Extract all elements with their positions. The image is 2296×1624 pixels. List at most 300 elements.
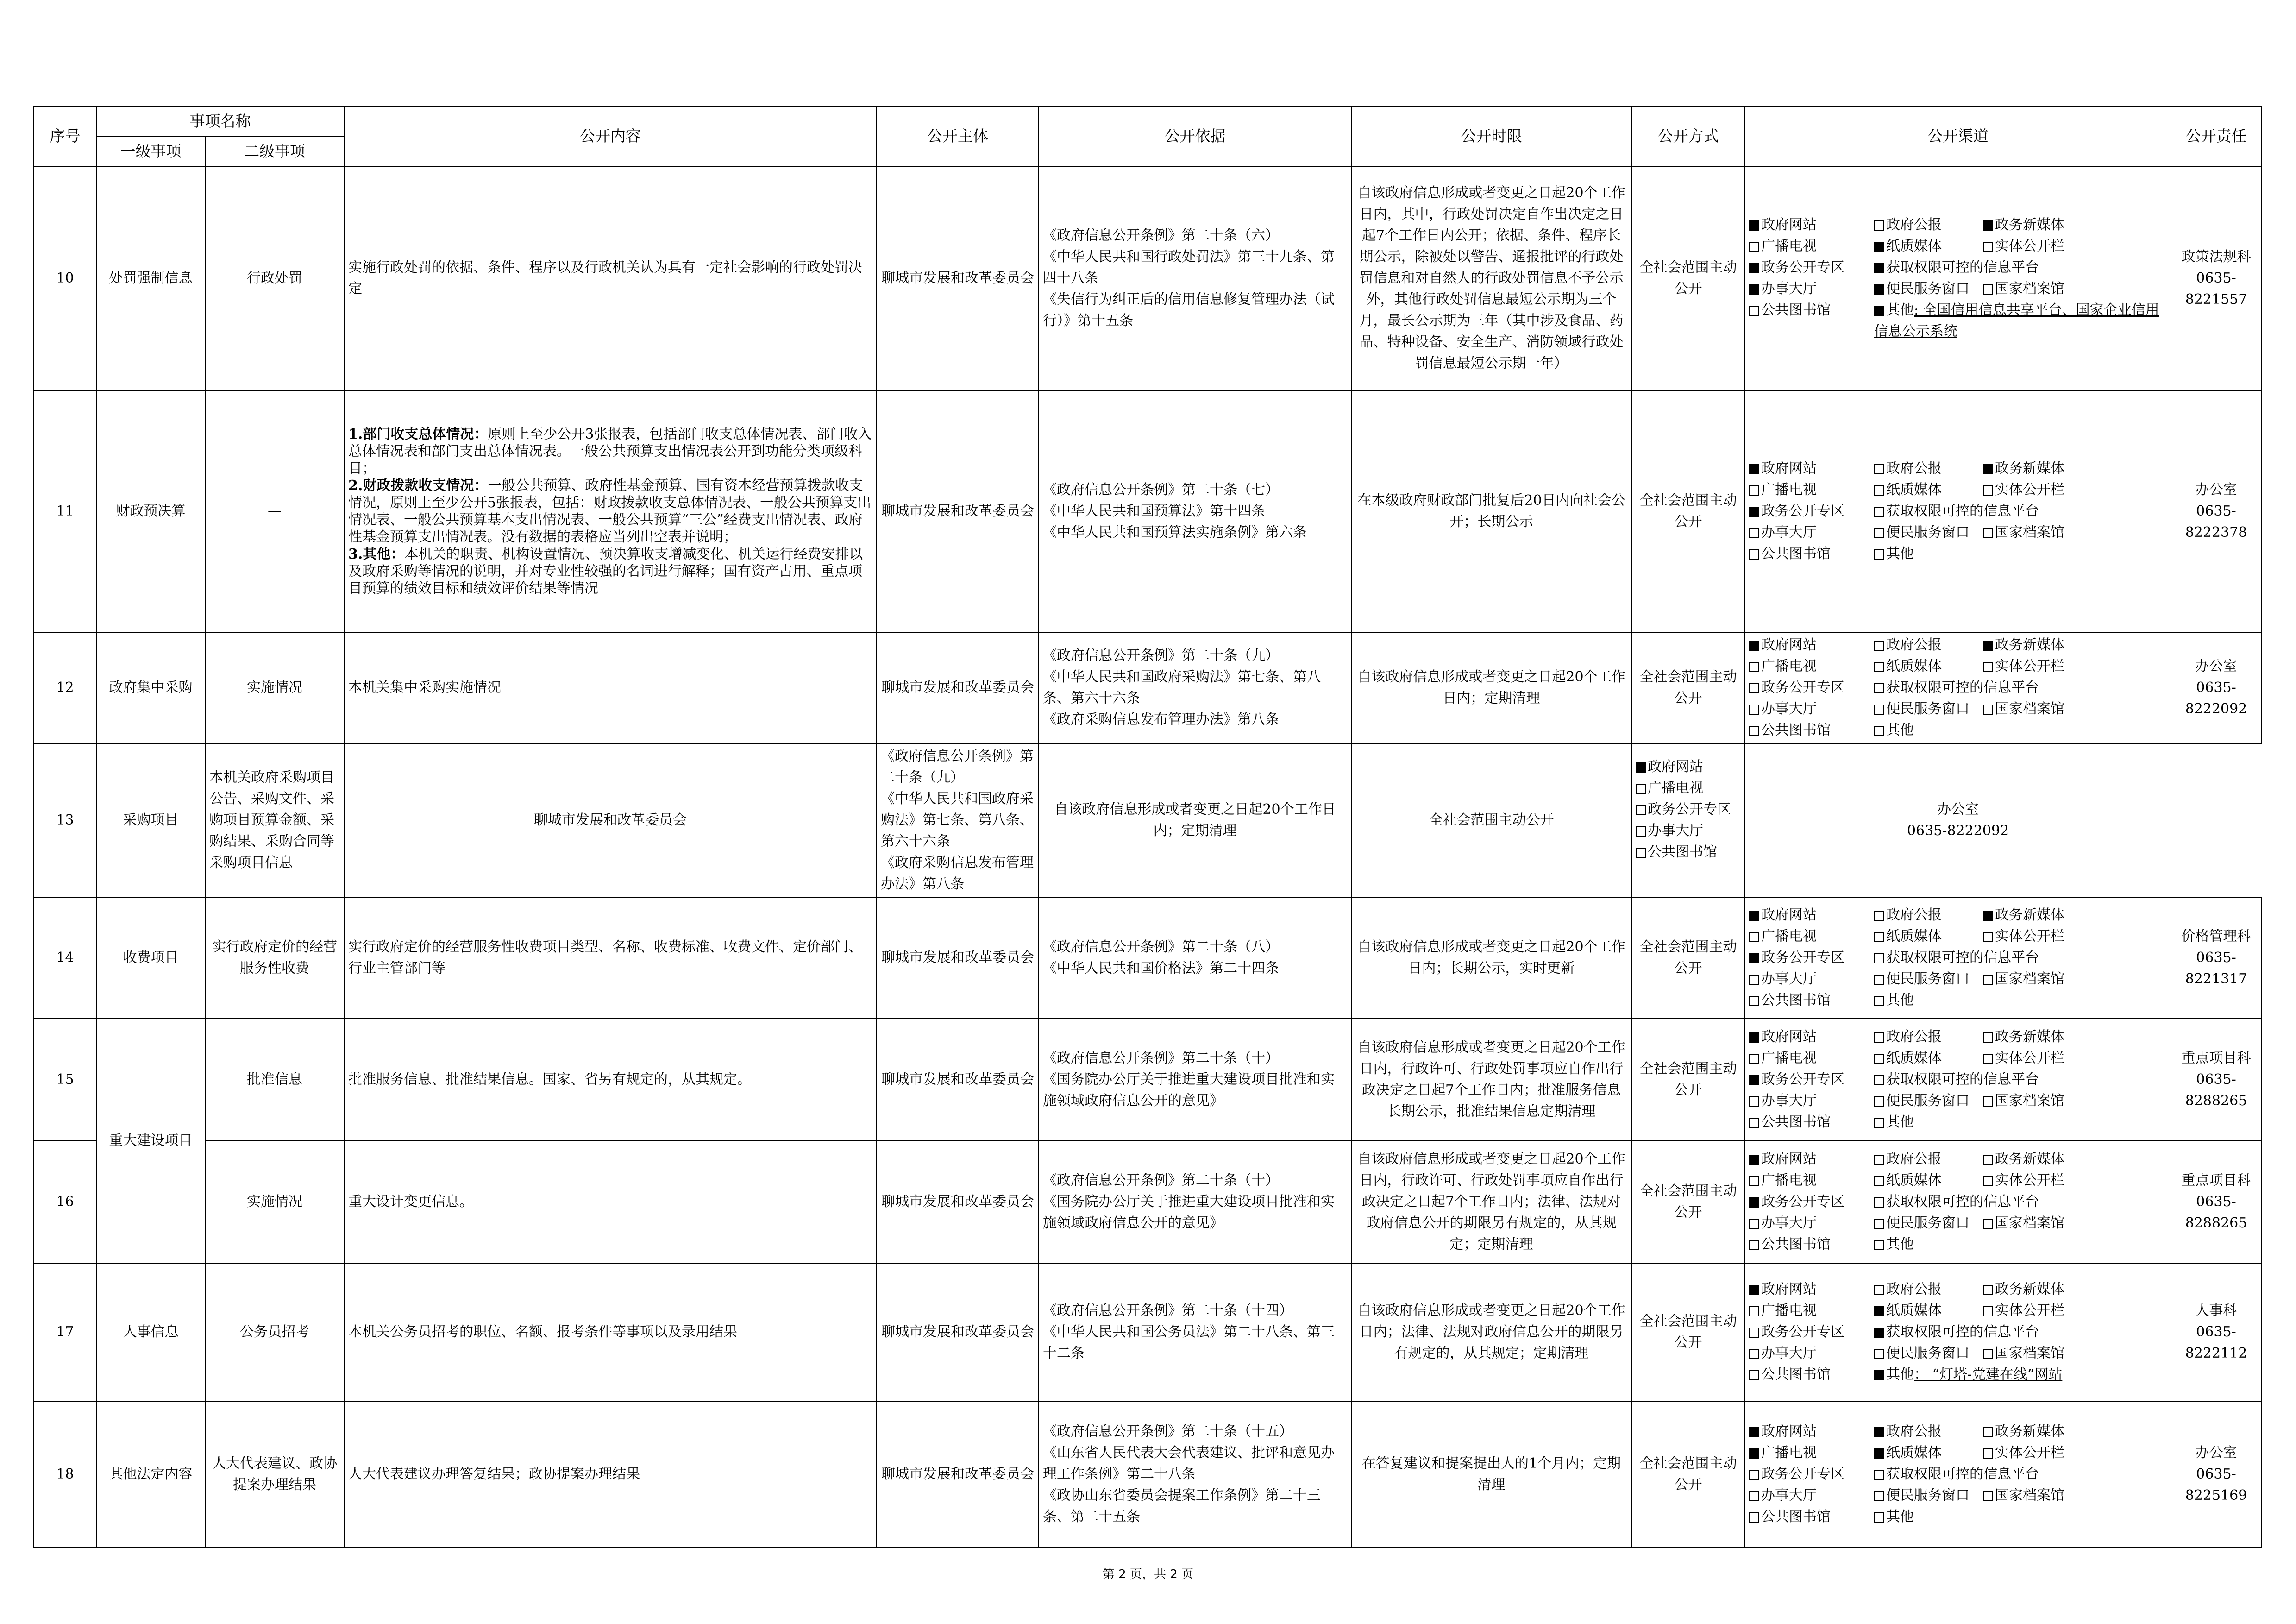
channel-grid [1749,905,2167,1011]
channel-archive [1983,1485,2168,1506]
channel-label: 便民服务窗口 [1886,701,1970,717]
channel-grid [1749,1421,2167,1528]
channel-gazette [1874,1026,1983,1048]
disclosure-time-limit: 自该政府信息形成或者变更之日起20个工作日内，行政许可、行政处罚事项应自作出行政决定之日起7个工作日内；批准服务信息长期公示，批准结果信息定期清理 [1351,1019,1631,1141]
channel-tv [1749,926,1874,947]
unchecked-box-icon [1874,1054,1884,1064]
channel-paper [1874,1048,1983,1069]
channel-label: 政府网站 [1761,637,1817,653]
row-number: 16 [34,1141,96,1263]
channel-label: 政务公开专区 [1761,259,1844,276]
unchecked-box-icon [1874,662,1884,672]
channel-paper [1874,1300,1983,1322]
unchecked-box-icon [1749,549,1759,560]
unchecked-box-icon [1874,528,1884,538]
channel-label: 其他 [1886,1236,1914,1253]
disclosure-time-limit: 自该政府信息形成或者变更之日起20个工作日内，行政许可、行政处罚事项应自作出行政决定之日起7个工作日内；法律、法规对政府信息公开的期限另有规定的，从其规定；定期清理 [1351,1141,1631,1263]
channel-restricted [1874,1464,2168,1485]
channel-restricted [1874,1069,2168,1090]
header-duty: 公开责任 [2171,106,2261,166]
channel-label: 办事大厅 [1761,1093,1817,1109]
table-row [34,1263,2261,1401]
checked-box-icon [1749,263,1759,273]
disclosure-basis: 《政府信息公开条例》第二十条（十） 《国务院办公厅关于推进重大建设项目批准和实施领域政府信息公开的意见》 [1039,1141,1351,1263]
channel-label: 获取权限可控的信息平台 [1886,1194,2039,1210]
unchecked-box-icon [1749,996,1759,1006]
unchecked-box-icon [1749,1176,1759,1186]
channel-label: 广播电视 [1761,1050,1817,1066]
content-text: 一般公共预算、政府性基金预算、国有资本经营预算拨款收支情况，原则上至少公开5张报表，包括：财政拨款收支总体情况表、一般公共预算支出情况表、一般公共预算基本支出情况表、一般公共预算“三公”经费支出情况表、政府性基金预算支出情况表。没有数据的表格应当列出空表并说明； [348,478,872,545]
channel-label: 政务公开专区 [1761,1071,1844,1088]
header-time-limit: 公开时限 [1351,106,1631,166]
channel-label: 便民服务窗口 [1886,1345,1970,1361]
responsible-unit: 办公室 0635-8222092 [2171,632,2261,743]
channel-paper [1874,479,1983,501]
checked-box-icon [1636,762,1646,773]
channel-label: 其他 [1886,1114,1914,1130]
channel-other [1874,1506,2168,1528]
channel-label: 纸质媒体 [1886,482,1942,498]
channel-restricted [1874,677,2168,699]
disclosure-channels [1745,1263,2171,1401]
channel-gazette [1874,1149,1983,1170]
disclosure-table [33,106,2262,1548]
channel-label: 获取权限可控的信息平台 [1886,1324,2039,1340]
channel-label: 获取权限可控的信息平台 [1886,503,2039,519]
channel-label: 公共图书馆 [1761,302,1831,318]
channel-window [1874,969,1983,990]
channel-grid [1749,1026,2167,1133]
disclosure-subject: 聊城市发展和改革委员会 [877,632,1039,743]
channel-newmedia [1983,1026,2168,1048]
channel-newmedia [1983,1421,2168,1442]
level2-item: 公务员招考 [205,1263,344,1401]
channel-label: 便民服务窗口 [1886,524,1970,541]
channel-label: 广播电视 [1761,1303,1817,1319]
channel-label: 政府网站 [1761,1281,1817,1297]
channel-label: 公共图书馆 [1761,546,1831,562]
disclosure-subject: 聊城市发展和改革委员会 [877,1019,1039,1141]
level2-item: 人大代表建议、政协提案办理结果 [205,1401,344,1548]
checked-box-icon [1874,1448,1884,1459]
level1-item: 其他法定内容 [96,1401,205,1548]
channel-board [1983,1048,2168,1069]
channel-label: 政府公报 [1886,1151,1942,1167]
channel-other [1874,1364,2168,1385]
level1-item: 政府集中采购 [96,632,205,743]
channel-archive [1983,1343,2168,1364]
channel-grid [1749,214,2167,342]
channel-web [1749,1421,1874,1442]
disclosure-subject: 聊城市发展和改革委员会 [877,166,1039,390]
channel-zone [1749,677,1874,699]
header-channel: 公开渠道 [1745,106,2171,166]
content-heading: 2.财政拨款收支情况： [348,478,488,494]
checked-box-icon [1874,1306,1884,1316]
table-row [34,897,2261,1019]
checked-box-icon [1749,1075,1759,1085]
channel-label: 办事大厅 [1761,1215,1817,1231]
channel-tv [1749,1442,1874,1464]
channel-web [1749,214,1874,236]
checked-box-icon [1874,1328,1884,1338]
channel-label: 政府公报 [1886,460,1942,477]
disclosure-channels [1745,1141,2171,1263]
disclosure-content: 本机关政府采购项目公告、采购文件、采购项目预算金额、采购结果、采购合同等采购项目信息 [205,743,344,897]
unchecked-box-icon [1749,726,1759,736]
unchecked-box-icon [1983,242,1993,252]
disclosure-channels [1745,897,2171,1019]
disclosure-method: 全社会范围主动公开 [1631,390,1745,632]
channel-board [1983,236,2168,257]
channel-archive [1983,522,2168,543]
channel-label: 办事大厅 [1761,1487,1817,1504]
checked-box-icon [1874,1370,1884,1380]
channel-zone [1749,1464,1874,1485]
channel-label: 获取权限可控的信息平台 [1886,1466,2039,1482]
unchecked-box-icon [1983,284,1993,295]
channel-label: 纸质媒体 [1886,1172,1942,1189]
unchecked-box-icon [1983,1032,1993,1043]
channel-label: 纸质媒体 [1886,1445,1942,1461]
checked-box-icon [1749,1032,1759,1043]
channel-label: 广播电视 [1761,1172,1817,1189]
channel-other [1874,720,2168,741]
unchecked-box-icon [1874,1240,1884,1250]
disclosure-content: 实行政府定价的经营服务性收费项目类型、名称、收费标准、收费文件、定价部门、行业主管部门等 [344,897,877,1019]
channel-grid [1749,635,2167,741]
channel-label: 政务公开专区 [1761,680,1844,696]
responsible-unit: 价格管理科 0635-8221317 [2171,897,2261,1019]
channel-hall [1636,820,1745,842]
channel-tv [1749,1170,1874,1191]
channel-board [1983,1442,2168,1464]
channel-label: 政府公报 [1886,1281,1942,1297]
channel-gazette [1874,635,1983,656]
channel-label: 政务公开专区 [1761,950,1844,966]
channel-archive [1983,1090,2168,1112]
row-number: 11 [34,390,96,632]
unchecked-box-icon [1874,464,1884,474]
unchecked-box-icon [1874,1491,1884,1501]
channel-library [1749,720,1874,741]
header-method: 公开方式 [1631,106,1745,166]
channel-tv [1749,236,1874,257]
disclosure-content: 重大设计变更信息。 [344,1141,877,1263]
channel-zone [1749,947,1874,969]
disclosure-channels [1745,1401,2171,1548]
responsible-unit: 重点项目科 0635-8288265 [2171,1141,2261,1263]
unchecked-box-icon [1749,932,1759,942]
row-number: 13 [34,743,96,897]
channel-window [1874,1343,1983,1364]
channel-hall [1749,969,1874,990]
channel-label: 其他 [1886,1509,1914,1525]
channel-zone [1749,257,1874,278]
channel-label: 办事大厅 [1761,524,1817,541]
unchecked-box-icon [1874,1470,1884,1480]
channel-label: 广播电视 [1761,658,1817,674]
disclosure-basis: 《政府信息公开条例》第二十条（六） 《中华人民共和国行政处罚法》第三十九条、第四十八条 《失信行为纠正后的信用信息修复管理办法（试行）》第十五条 [1039,166,1351,390]
checked-box-icon [1983,911,1993,921]
header-level1: 一级事项 [96,137,205,166]
channel-archive [1983,969,2168,990]
header-basis: 公开依据 [1039,106,1351,166]
unchecked-box-icon [1749,1491,1759,1501]
unchecked-box-icon [1874,1285,1884,1295]
channel-label: 获取权限可控的信息平台 [1886,259,2039,276]
unchecked-box-icon [1983,932,1993,942]
unchecked-box-icon [1749,683,1759,693]
content-heading: 3.其他： [348,546,405,562]
channel-other-detail: : 全国信用信息共享平台、国家企业信用信息公示系统 [1874,302,2159,340]
unchecked-box-icon [1874,975,1884,985]
unchecked-box-icon [1983,705,1993,715]
table-row [34,743,2261,897]
channel-label: 政府公报 [1886,907,1942,923]
channel-web [1636,756,1745,778]
channel-label: 实体公开栏 [1995,238,2064,254]
channel-label: 政务新媒体 [1995,907,2064,923]
channel-label: 获取权限可控的信息平台 [1886,680,2039,696]
channel-tv [1749,656,1874,677]
checked-box-icon [1749,1285,1759,1295]
channel-paper [1874,926,1983,947]
disclosure-subject: 聊城市发展和改革委员会 [877,897,1039,1019]
unchecked-box-icon [1983,1306,1993,1316]
channel-label: 便民服务窗口 [1886,1215,1970,1231]
checked-box-icon [1749,641,1759,651]
channel-web [1749,635,1874,656]
unchecked-box-icon [1983,1155,1993,1165]
checked-box-icon [1874,263,1884,273]
checked-box-icon [1749,1197,1759,1208]
channel-library [1749,990,1874,1011]
channel-label: 政府网站 [1761,907,1817,923]
channel-label: 办事大厅 [1761,701,1817,717]
checked-box-icon [1749,1155,1759,1165]
disclosure-method: 全社会范围主动公开 [1631,1141,1745,1263]
channel-label: 政府网站 [1761,217,1817,233]
channel-label: 其他 [1886,302,1914,318]
channel-hall [1749,278,1874,300]
disclosure-time-limit: 自该政府信息形成或者变更之日起20个工作日内；长期公示，实时更新 [1351,897,1631,1019]
unchecked-box-icon [1983,485,1993,496]
channel-other-detail: ： “灯塔-党建在线”网站 [1914,1366,2063,1383]
unchecked-box-icon [1749,1096,1759,1107]
disclosure-time-limit: 在答复建议和提案提出人的1个月内；定期清理 [1351,1401,1631,1548]
channel-restricted [1874,947,2168,969]
channel-label: 纸质媒体 [1886,238,1942,254]
table-row [34,166,2261,390]
channel-board [1983,656,2168,677]
channel-label: 公共图书馆 [1648,844,1717,860]
checked-box-icon [1749,284,1759,295]
level2-item: 行政处罚 [205,166,344,390]
unchecked-box-icon [1749,1219,1759,1229]
table-row [34,632,2261,743]
channel-label: 政务新媒体 [1995,1029,2064,1045]
channel-gazette [1874,905,1983,926]
channel-library [1749,543,1874,565]
disclosure-basis: 《政府信息公开条例》第二十条（九） 《中华人民共和国政府采购法》第七条、第八条、第六十六条 《政府采购信息发布管理办法》第八条 [1039,632,1351,743]
unchecked-box-icon [1874,726,1884,736]
channel-newmedia [1983,1279,2168,1300]
channel-other [1874,990,2168,1011]
channel-label: 国家档案馆 [1995,1487,2064,1504]
unchecked-box-icon [1874,953,1884,963]
unchecked-box-icon [1749,1118,1759,1128]
disclosure-subject: 聊城市发展和改革委员会 [877,1141,1039,1263]
content-text: 原则上至少公开3张报表，包括部门收支总体情况表、部门收入总体情况表和部门支出总体情况表。一般公共预算支出情况表公开到功能分类项级科目； [348,426,872,477]
unchecked-box-icon [1874,932,1884,942]
disclosure-time-limit: 自该政府信息形成或者变更之日起20个工作日内；定期清理 [1039,743,1351,897]
disclosure-method: 全社会范围主动公开 [1351,743,1631,897]
unchecked-box-icon [1749,1328,1759,1338]
unchecked-box-icon [1749,1306,1759,1316]
channel-label: 纸质媒体 [1886,928,1942,944]
channel-window [1874,1485,1983,1506]
disclosure-content [344,390,877,632]
channel-tv [1749,1048,1874,1069]
table-body [34,166,2261,1548]
channel-zone [1749,1069,1874,1090]
channel-label: 其他 [1886,546,1914,562]
responsible-unit: 办公室 0635-8222378 [2171,390,2261,632]
table-row [34,1401,2261,1548]
table-row [34,1019,2261,1141]
checked-box-icon [1983,464,1993,474]
channel-restricted [1874,257,2168,278]
channel-label: 政府网站 [1761,460,1817,477]
channel-label: 实体公开栏 [1995,482,2064,498]
checked-box-icon [1874,242,1884,252]
disclosure-basis: 《政府信息公开条例》第二十条（十四） 《中华人民共和国公务员法》第二十八条、第三十二条 [1039,1263,1351,1401]
channel-newmedia [1983,458,2168,479]
channel-label: 其他 [1886,992,1914,1008]
channel-label: 纸质媒体 [1886,1303,1942,1319]
level2-item: 批准信息 [205,1019,344,1141]
disclosure-basis: 《政府信息公开条例》第二十条（十五） 《山东省人民代表大会代表建议、批评和意见办理工作条例》第二十八条 《政协山东省委员会提案工作条例》第二十三条、第二十五条 [1039,1401,1351,1548]
channel-window [1874,1090,1983,1112]
responsible-unit: 重点项目科 0635-8288265 [2171,1019,2261,1141]
channel-gazette [1874,458,1983,479]
channel-web [1749,1279,1874,1300]
channel-label: 办事大厅 [1648,823,1703,839]
checked-box-icon [1983,641,1993,651]
channel-restricted [1874,1191,2168,1213]
disclosure-content: 人大代表建议办理答复结果；政协提案办理结果 [344,1401,877,1548]
level1-item: 人事信息 [96,1263,205,1401]
channel-newmedia [1983,214,2168,236]
channel-label: 政府网站 [1648,759,1703,775]
unchecked-box-icon [1874,996,1884,1006]
unchecked-box-icon [1983,1054,1993,1064]
unchecked-box-icon [1983,1448,1993,1459]
channel-label: 便民服务窗口 [1886,1487,1970,1504]
channel-gazette [1874,1279,1983,1300]
row-number: 14 [34,897,96,1019]
unchecked-box-icon [1749,1349,1759,1359]
unchecked-box-icon [1749,1240,1759,1250]
channel-label: 政府公报 [1886,637,1942,653]
channel-label: 实体公开栏 [1995,1050,2064,1066]
disclosure-basis: 《政府信息公开条例》第二十条（十） 《国务院办公厅关于推进重大建设项目批准和实施领域政府信息公开的意见》 [1039,1019,1351,1141]
disclosure-content: 实施行政处罚的依据、条件、程序以及行政机关认为具有一定社会影响的行政处罚决定 [344,166,877,390]
channel-label: 政务新媒体 [1995,637,2064,653]
channel-label: 政务公开专区 [1761,1466,1844,1482]
unchecked-box-icon [1749,242,1759,252]
disclosure-content: 批准服务信息、批准结果信息。国家、省另有规定的，从其规定。 [344,1019,877,1141]
channel-label: 政府公报 [1886,1423,1942,1440]
unchecked-box-icon [1874,705,1884,715]
responsible-unit: 办公室 0635-8222092 [1745,743,2171,897]
unchecked-box-icon [1749,975,1759,985]
disclosure-channels [1631,743,1745,897]
channel-web [1749,1149,1874,1170]
channel-label: 国家档案馆 [1995,1215,2064,1231]
disclosure-time-limit: 自该政府信息形成或者变更之日起20个工作日内；法律、法规对政府信息公开的期限另有规定的，从其规定；定期清理 [1351,1263,1631,1401]
channel-label: 公共图书馆 [1761,1509,1831,1525]
checked-box-icon [1983,220,1993,231]
unchecked-box-icon [1749,306,1759,316]
unchecked-box-icon [1749,1470,1759,1480]
channel-archive [1983,1213,2168,1234]
channel-label: 便民服务窗口 [1886,971,1970,987]
checked-box-icon [1874,1427,1884,1437]
unchecked-box-icon [1983,975,1993,985]
channel-zone [1749,1322,1874,1343]
channel-label: 国家档案馆 [1995,971,2064,987]
channel-library [1749,300,1874,342]
checked-box-icon [1874,284,1884,295]
channel-label: 实体公开栏 [1995,1172,2064,1189]
channel-grid [1749,1149,2167,1255]
unchecked-box-icon [1749,485,1759,496]
channel-label: 其他 [1886,1366,1914,1383]
channel-hall [1749,1213,1874,1234]
channel-window [1874,699,1983,720]
unchecked-box-icon [1636,784,1646,794]
channel-web [1749,1026,1874,1048]
disclosure-method: 全社会范围主动公开 [1631,166,1745,390]
channel-window [1874,522,1983,543]
level2-item: 实施情况 [205,1141,344,1263]
checked-box-icon [1749,220,1759,231]
channel-web [1749,458,1874,479]
header-content: 公开内容 [344,106,877,166]
channel-paper [1874,656,1983,677]
channel-label: 公共图书馆 [1761,992,1831,1008]
disclosure-method: 全社会范围主动公开 [1631,632,1745,743]
level1-item: 处罚强制信息 [96,166,205,390]
content-text: 本机关的职责、机构设置情况、预决算收支增减变化、机关运行经费安排以及政府采购等情况的说明，并对专业性较强的名词进行解释；国有资产占用、重点项目预算的绩效目标和绩效评价结果等情况 [348,546,863,597]
disclosure-time-limit: 在本级政府财政部门批复后20日内向社会公开；长期公示 [1351,390,1631,632]
unchecked-box-icon [1874,507,1884,517]
channel-label: 政府公报 [1886,1029,1942,1045]
channel-label: 政务新媒体 [1995,460,2064,477]
disclosure-basis: 《政府信息公开条例》第二十条（九） 《中华人民共和国政府采购法》第七条、第八条、第六十六条 《政府采购信息发布管理办法》第八条 [877,743,1039,897]
channel-label: 纸质媒体 [1886,658,1942,674]
checked-box-icon [1749,507,1759,517]
channel-board [1983,1300,2168,1322]
channel-label: 政府网站 [1761,1029,1817,1045]
channel-label: 办事大厅 [1761,971,1817,987]
unchecked-box-icon [1874,485,1884,496]
channel-label: 政务公开专区 [1761,1324,1844,1340]
unchecked-box-icon [1983,1176,1993,1186]
channel-other [1874,300,2168,342]
